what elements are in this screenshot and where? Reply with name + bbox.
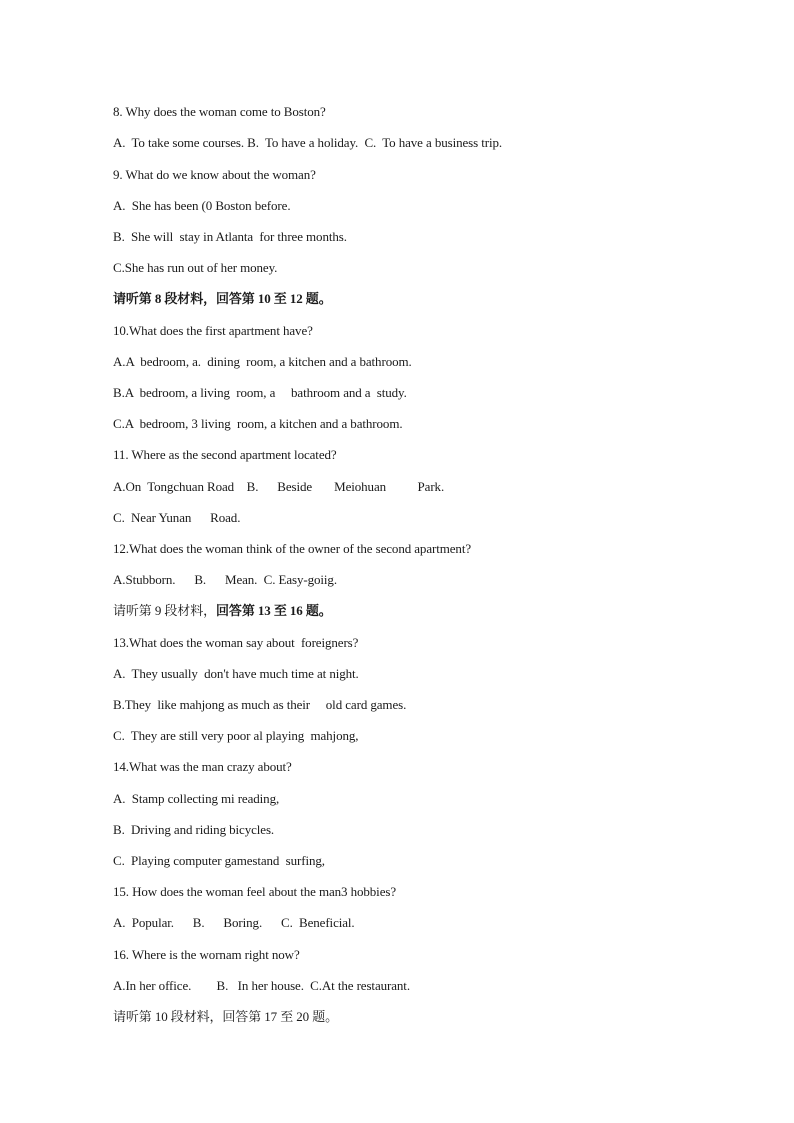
options-8: A. To take some courses. B. To have a holiday. C. To have a business trip.	[113, 135, 503, 150]
options-11ab: A.On Tongchuan Road B. Beside Meiohuan Park.	[113, 479, 445, 494]
options-16: A.In her office. B. In her house. C.At the restaurant.	[113, 978, 410, 993]
option-9b: B. She will stay in Atlanta for three months.	[113, 229, 347, 244]
option-14a: A. Stamp collecting mi reading,	[113, 791, 280, 806]
question-12: 12.What does the woman think of the owner of the second apartment?	[113, 541, 472, 556]
section-heading-10: 请听第 10 段材料，回答第 17 至 20 题。	[113, 1009, 339, 1024]
question-16: 16. Where is the wornam right now?	[113, 947, 300, 962]
options-15: A. Popular. B. Boring. C. Beneficial.	[113, 915, 355, 930]
option-14b: B. Driving and riding bicycles.	[113, 822, 275, 837]
section-heading-9-part1: 请听第 9 段材料，	[113, 603, 217, 618]
question-15: 15. How does the woman feel about the man3 hobbies?	[113, 884, 396, 899]
question-8: 8. Why does the woman come to Boston?	[113, 104, 326, 119]
question-13: 13.What does the woman say about foreigners?	[113, 635, 359, 650]
options-12: A.Stubborn. B. Mean. C. Easy-goiig.	[113, 572, 337, 587]
question-14: 14.What was the man crazy about?	[113, 759, 292, 774]
question-9: 9. What do we know about the woman?	[113, 167, 316, 182]
option-13a: A. They usually don't have much time at night.	[113, 666, 359, 681]
question-11: 11. Where as the second apartment located?	[113, 447, 337, 462]
option-9a: A. She has been (0 Boston before.	[113, 198, 291, 213]
option-10c: C.A bedroom, 3 living room, a kitchen and a bathroom.	[113, 416, 403, 431]
option-13c: C. They are still very poor al playing mahjong,	[113, 728, 359, 743]
section-heading-9-part2: 回答第 13 至 16 题。	[216, 603, 332, 618]
option-13b: B.They like mahjong as much as their old card games.	[113, 697, 407, 712]
section-heading-8: 请听第 8 段材料，回答第 10 至 12 题。	[113, 291, 332, 306]
option-14c: C. Playing computer gamestand surfing,	[113, 853, 325, 868]
section-heading-9	[113, 603, 332, 619]
option-11c: C. Near Yunan Road.	[113, 510, 241, 525]
option-10a: A.A bedroom, a. dining room, a kitchen and a bathroom.	[113, 354, 412, 369]
option-10b: B.A bedroom, a living room, a bathroom and a study.	[113, 385, 407, 400]
option-9c: C.She has run out of her money.	[113, 260, 278, 275]
question-10: 10.What does the first apartment have?	[113, 323, 313, 338]
